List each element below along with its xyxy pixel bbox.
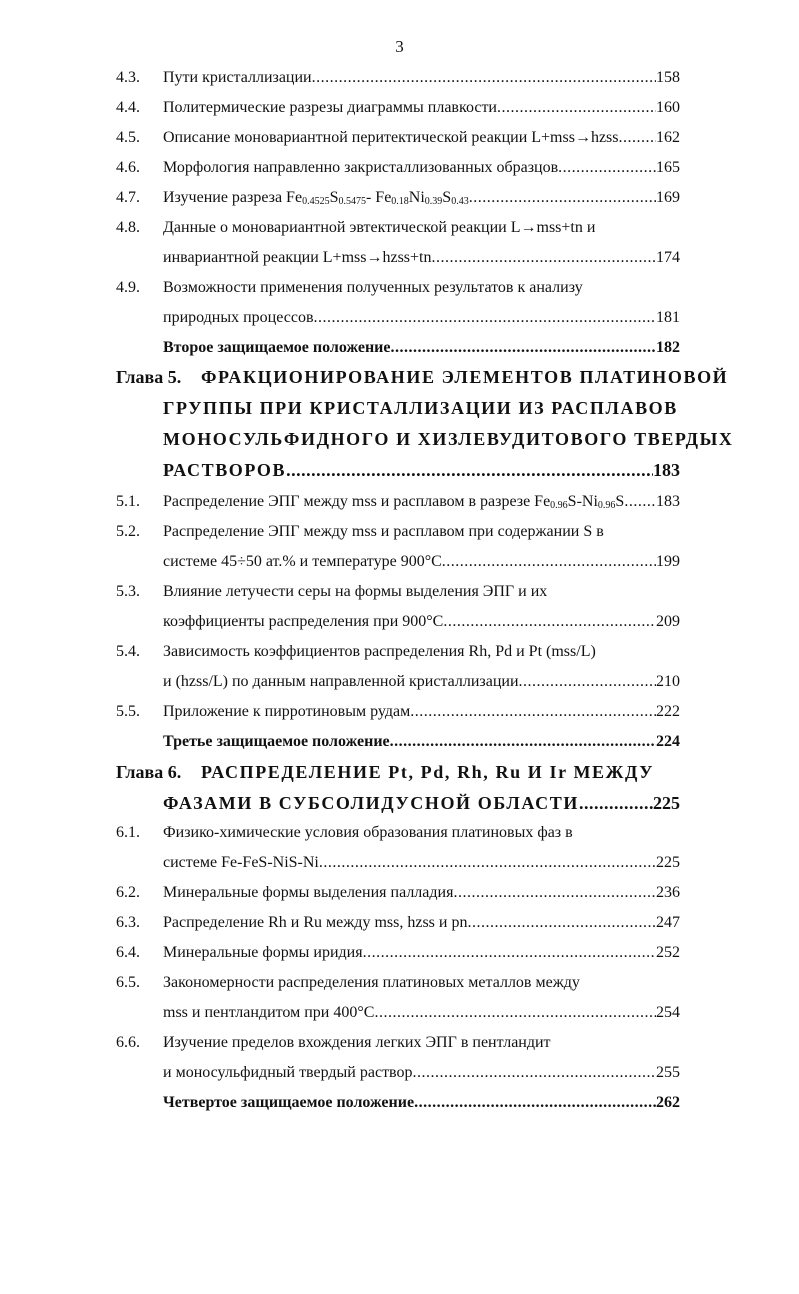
toc-entry-5-2: 5.2. Распределение ЭПГ между mss и расплавом при содержании S в (116, 523, 604, 540)
toc-thesis-3: Третье защищаемое положение ..... 224 (0, 733, 680, 757)
toc-entry-6-1: 6.1. Физико-химические условия образования платиновых фаз в (116, 824, 573, 841)
toc-entry-4-8: 4.8. Данные о моновариантной эвтектической реакции L→mss+tn и (116, 219, 596, 236)
toc-entry-6-1-cont: системе Fe-FeS-NiS-Ni ..... 225 (0, 854, 680, 878)
toc-entry-4-3: 4.3. Пути кристаллизации ..... 158 (0, 69, 680, 93)
toc-entry-6-4: 6.4. Минеральные формы иридия ..... 252 (0, 944, 680, 968)
page-number: 3 (395, 37, 404, 56)
toc-entry-5-3: 5.3. Влияние летучести серы на формы выделения ЭПГ и их (116, 583, 548, 600)
toc-entry-5-2-cont: системе 45÷50 ат.% и температуре 900°С ..... 199 (0, 553, 680, 577)
toc-entry-4-7: 4.7. Изучение разреза $Fe_{0.4525}S_{0.5475}-$ $Fe_{0.18}Ni_{0.39}S_{0.43}$ ..... 169 (0, 189, 680, 213)
toc-entry-4-8-cont: инвариантной реакции L+mss→hzss+tn ..... 174 (0, 249, 680, 273)
chapter-5-heading: Глава 5. ФРАКЦИОНИРОВАНИЕ ЭЛЕМЕНТОВ ПЛАТИНОВОЙ (116, 367, 729, 387)
toc-entry-6-5: 6.5. Закономерности распределения платиновых металлов между (116, 974, 580, 991)
chapter-6-heading: Глава 6. РАСПРЕДЕЛЕНИЕ Pt, Pd, Rh, Ru И Ir МЕЖДУ (116, 762, 655, 782)
toc-entry-5-3-cont: коэффициенты распределения при 900°С ..... 209 (0, 613, 680, 637)
toc-entry-4-9-cont: природных процессов ..... 181 (0, 309, 680, 333)
toc-entry-5-1: 5.1. Распределение ЭПГ между mss и расплавом в разрезе $Fe_{0.96}S-Ni_{0.96}S$ ..... 183 (0, 493, 680, 517)
toc-entry-6-6-cont: и моносульфидный твердый раствор ..... 255 (0, 1064, 680, 1088)
toc-thesis-4: Четвертое защищаемое положение ..... 262 (0, 1094, 680, 1118)
toc-entry-5-5: 5.5. Приложение к пирротиновым рудам ..... 222 (0, 703, 680, 727)
toc-thesis-2: Второе защищаемое положение ..... 182 (0, 339, 680, 363)
toc-entry-6-2: 6.2. Минеральные формы выделения палладия ..... 236 (0, 884, 680, 908)
toc-entry-4-6: 4.6. Морфология направленно закристаллизованных образцов ..... 165 (0, 159, 680, 183)
chapter-5-title-line-2: ГРУППЫ ПРИ КРИСТАЛЛИЗАЦИИ ИЗ РАСПЛАВОВ (163, 398, 678, 418)
toc-entry-4-5: 4.5. Описание моновариантной перитектической реакции L+mss→hzss ..... 162 (0, 129, 680, 153)
toc-entry-4-9: 4.9. Возможности применения полученных результатов к анализу (116, 279, 583, 296)
toc-entry-6-5-cont: mss и пентландитом при 400°С ..... 254 (0, 1004, 680, 1028)
chapter-6-title-line-2: ФАЗАМИ В СУБСОЛИДУСНОЙ ОБЛАСТИ ..... 225 (0, 793, 680, 823)
toc-entry-5-4-cont: и (hzss/L) по данным направленной кристаллизации ..... 210 (0, 673, 680, 697)
chapter-5-title-line-3: МОНОСУЛЬФИДНОГО И ХИЗЛЕВУДИТОВОГО ТВЕРДЫХ (163, 429, 734, 449)
toc-entry-6-6: 6.6. Изучение пределов вхождения легких ЭПГ в пентландит (116, 1034, 551, 1051)
toc-entry-5-4: 5.4. Зависимость коэффициентов распределения Rh, Pd и Pt (mss/L) (116, 643, 596, 660)
toc-entry-4-4: 4.4. Политермические разрезы диаграммы плавкости ..... 160 (0, 99, 680, 123)
toc-entry-6-3: 6.3. Распределение Rh и Ru между mss, hzss и pn ..... 247 (0, 914, 680, 938)
chapter-5-title-line-4: РАСТВОРОВ ..... 183 (0, 460, 680, 490)
